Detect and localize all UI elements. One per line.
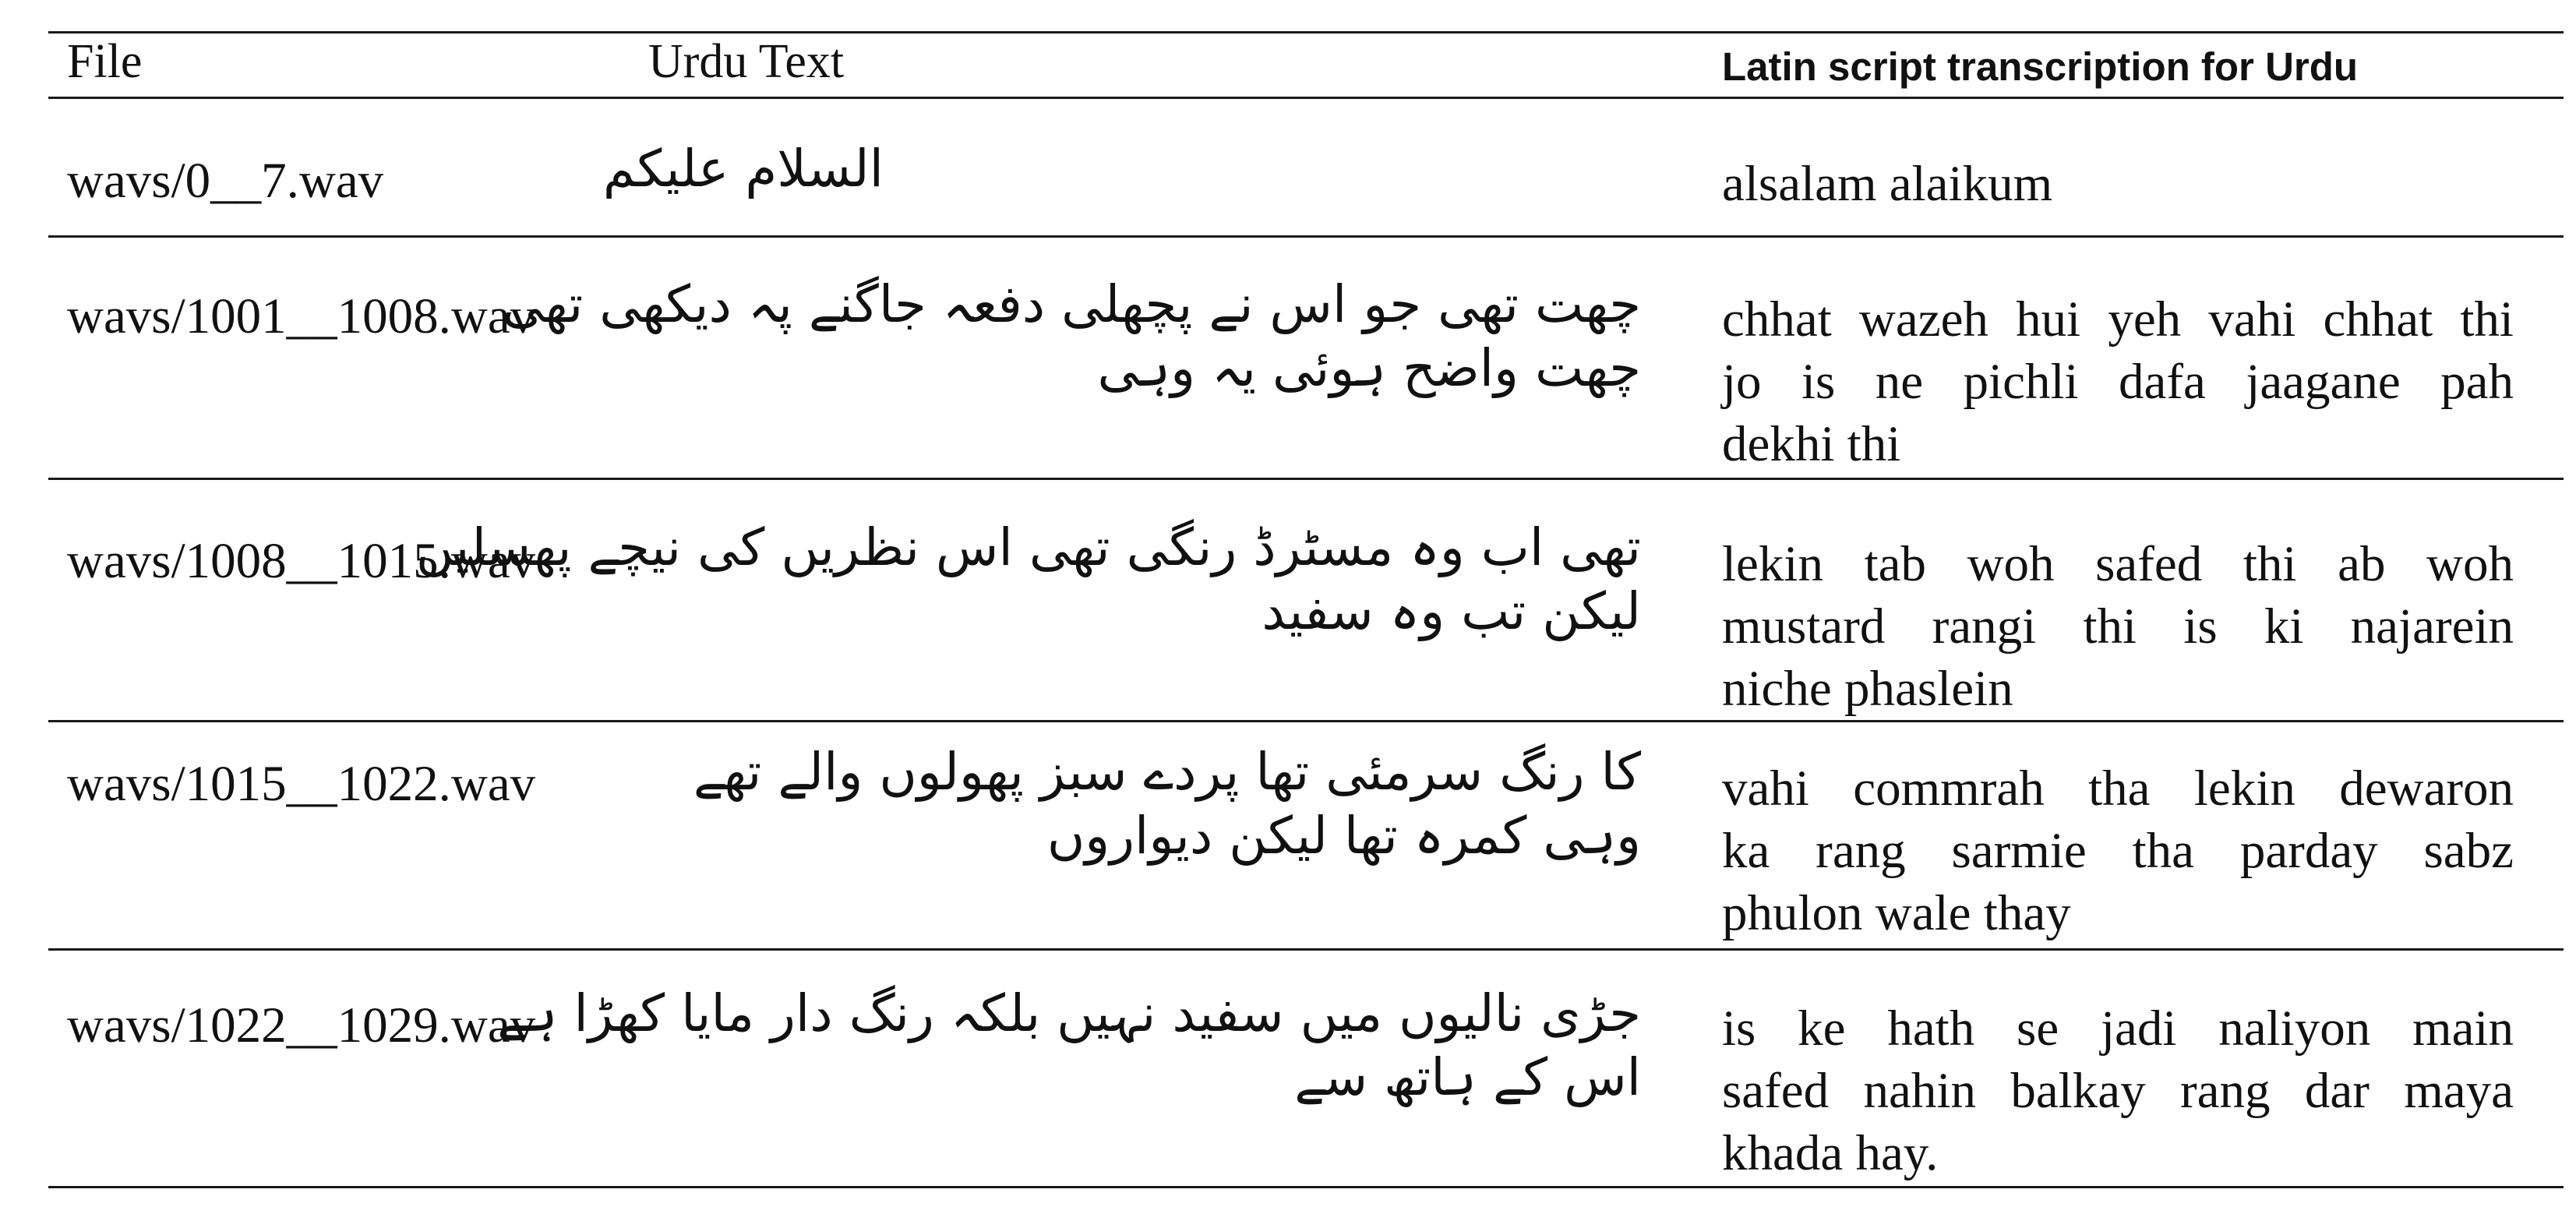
latin-line: lekin tab woh safed thi ab woh — [1722, 536, 2514, 592]
row-divider — [48, 948, 2564, 951]
row-divider — [48, 235, 2564, 238]
table-row-urdu — [497, 982, 1641, 1110]
table-row-file: wavs/1001__1008.wav — [67, 288, 536, 344]
table-row-urdu — [502, 273, 1641, 401]
latin-line: jo is ne pichli dafa jaagane pah — [1722, 354, 2514, 410]
table-row-file: wavs/1008__1015.wav — [67, 533, 536, 589]
table-row-urdu — [644, 740, 1641, 868]
urdu-line: چھت تھی جو اس نے پچھلی دفعہ جاگنے پہ دیکھی تھی — [502, 274, 1641, 334]
latin-line: mustard rangi thi is ki najarein — [1722, 598, 2514, 655]
table-row-file: wavs/1015__1022.wav — [67, 756, 536, 812]
table-row-file: wavs/1022__1029.wav — [67, 997, 536, 1053]
urdu-line: تھی اب وہ مسٹرڈ رنگی تھی اس نظریں کی نیچے پھسلیں — [415, 517, 1641, 577]
urdu-line: وہی کمرہ تھا لیکن دیواروں — [1046, 806, 1641, 866]
latin-line: safed nahin balkay rang dar maya — [1722, 1063, 2514, 1119]
table-row-latin — [1722, 153, 2503, 215]
table-row-urdu — [415, 516, 1641, 644]
header-bottom-rule — [48, 97, 2564, 99]
urdu-line: لیکن تب وہ سفید — [1262, 581, 1641, 641]
latin-line: chhat wazeh hui yeh vahi chhat thi — [1722, 291, 2514, 348]
header-file: File — [67, 35, 143, 88]
latin-line: vahi commrah tha lekin dewaron — [1722, 761, 2514, 817]
table-row-urdu — [602, 137, 884, 201]
urdu-line: کا رنگ سرمئی تھا پردے سبز پھولوں والے تھے — [693, 742, 1641, 802]
table-row-latin — [1722, 288, 2514, 475]
latin-line: ka rang sarmie tha parday sabz — [1722, 823, 2514, 879]
urdu-line: اس کے ہاتھ سے — [1294, 1047, 1641, 1107]
table-row-latin — [1722, 533, 2514, 720]
header-urdu-text: Urdu Text — [648, 35, 845, 88]
table-bottom-rule — [48, 1186, 2564, 1188]
urdu-line: چھت واضح ہوئی یہ وہی — [1097, 338, 1641, 398]
table-row-file: wavs/0__7.wav — [67, 153, 384, 209]
header-latin-transcription: Latin script transcription for Urdu — [1722, 44, 2359, 89]
urdu-line: جڑی نالیوں میں سفید نہیں بلکہ رنگ دار مایا کھڑا ہے — [497, 983, 1641, 1043]
latin-line: niche phaslein — [1722, 661, 2013, 717]
table-top-rule — [48, 31, 2564, 34]
latin-line: is ke hath se jadi naliyon main — [1722, 1000, 2514, 1057]
latin-line: khada hay. — [1722, 1125, 1939, 1181]
latin-line: alsalam alaikum — [1722, 156, 2053, 212]
latin-line: phulon wale thay — [1722, 885, 2071, 941]
row-divider — [48, 720, 2564, 722]
row-divider — [48, 478, 2564, 480]
urdu-line: السلام علیکم — [602, 139, 884, 199]
table-row-latin — [1722, 757, 2514, 944]
table-row-latin — [1722, 997, 2514, 1184]
latin-line: dekhi thi — [1722, 416, 1901, 472]
